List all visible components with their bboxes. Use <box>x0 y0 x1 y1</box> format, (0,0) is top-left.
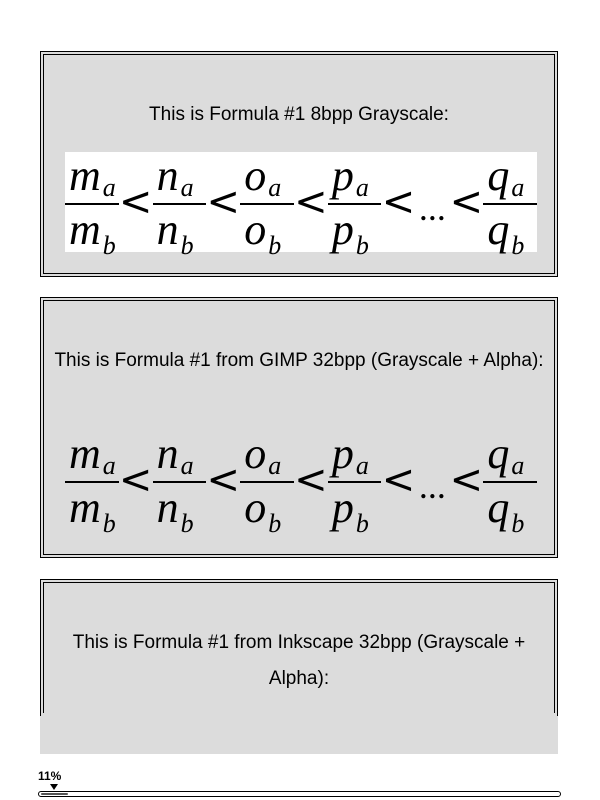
denominator: ob <box>244 205 282 260</box>
progress-percent: 11% <box>38 769 62 783</box>
less-than-sign: < <box>206 179 240 225</box>
denominator: nb <box>156 205 194 260</box>
denominator: nb <box>156 483 194 538</box>
denominator: pb <box>331 205 369 260</box>
numerator: ma <box>69 151 116 202</box>
fraction <box>153 429 207 538</box>
fraction <box>65 151 119 260</box>
numerator: pa <box>331 151 369 202</box>
ellipsis: ... <box>418 188 446 228</box>
denominator: mb <box>69 483 116 538</box>
denominator: qb <box>487 205 525 260</box>
formula-image-gimp <box>65 425 537 538</box>
denominator: pb <box>331 483 369 538</box>
formula-section-8bpp <box>40 51 558 277</box>
less-than-sign: < <box>294 179 328 225</box>
section-caption: This is Formula #1 8bpp Grayscale: <box>149 104 449 125</box>
numerator: pa <box>331 429 369 480</box>
progress-marker-icon <box>50 784 58 790</box>
fraction <box>328 151 382 260</box>
section-caption: This is Formula #1 from Inkscape 32bpp (Grayscale + Alpha): <box>72 632 526 689</box>
numerator: oa <box>244 429 282 480</box>
fraction <box>483 151 537 260</box>
formula-section-gimp <box>40 297 558 558</box>
progress-fill <box>41 793 68 795</box>
numerator: qa <box>487 151 525 202</box>
numerator: na <box>156 151 194 202</box>
numerator: qa <box>487 429 525 480</box>
less-than-sign: < <box>294 457 328 503</box>
progress-bar[interactable] <box>38 791 561 797</box>
section-caption: This is Formula #1 from GIMP 32bpp (Grayscale + Alpha): <box>54 350 544 371</box>
less-than-sign: < <box>449 457 484 503</box>
formula-image-8bpp <box>65 151 537 260</box>
less-than-sign: < <box>118 179 153 225</box>
fraction <box>65 429 119 538</box>
numerator: na <box>156 429 194 480</box>
fraction <box>328 429 382 538</box>
fraction <box>240 151 294 260</box>
less-than-sign: < <box>118 457 153 503</box>
fraction <box>153 151 207 260</box>
denominator: mb <box>69 205 116 260</box>
less-than-sign: < <box>381 179 416 225</box>
numerator: oa <box>244 151 282 202</box>
less-than-sign: < <box>381 457 416 503</box>
formula-section-inkscape <box>40 579 558 753</box>
less-than-sign: < <box>206 457 240 503</box>
fraction <box>483 429 537 538</box>
less-than-sign: < <box>449 179 484 225</box>
numerator: ma <box>69 429 116 480</box>
denominator: ob <box>244 483 282 538</box>
fraction <box>240 429 294 538</box>
denominator: qb <box>487 483 525 538</box>
ellipsis: ... <box>418 466 446 506</box>
